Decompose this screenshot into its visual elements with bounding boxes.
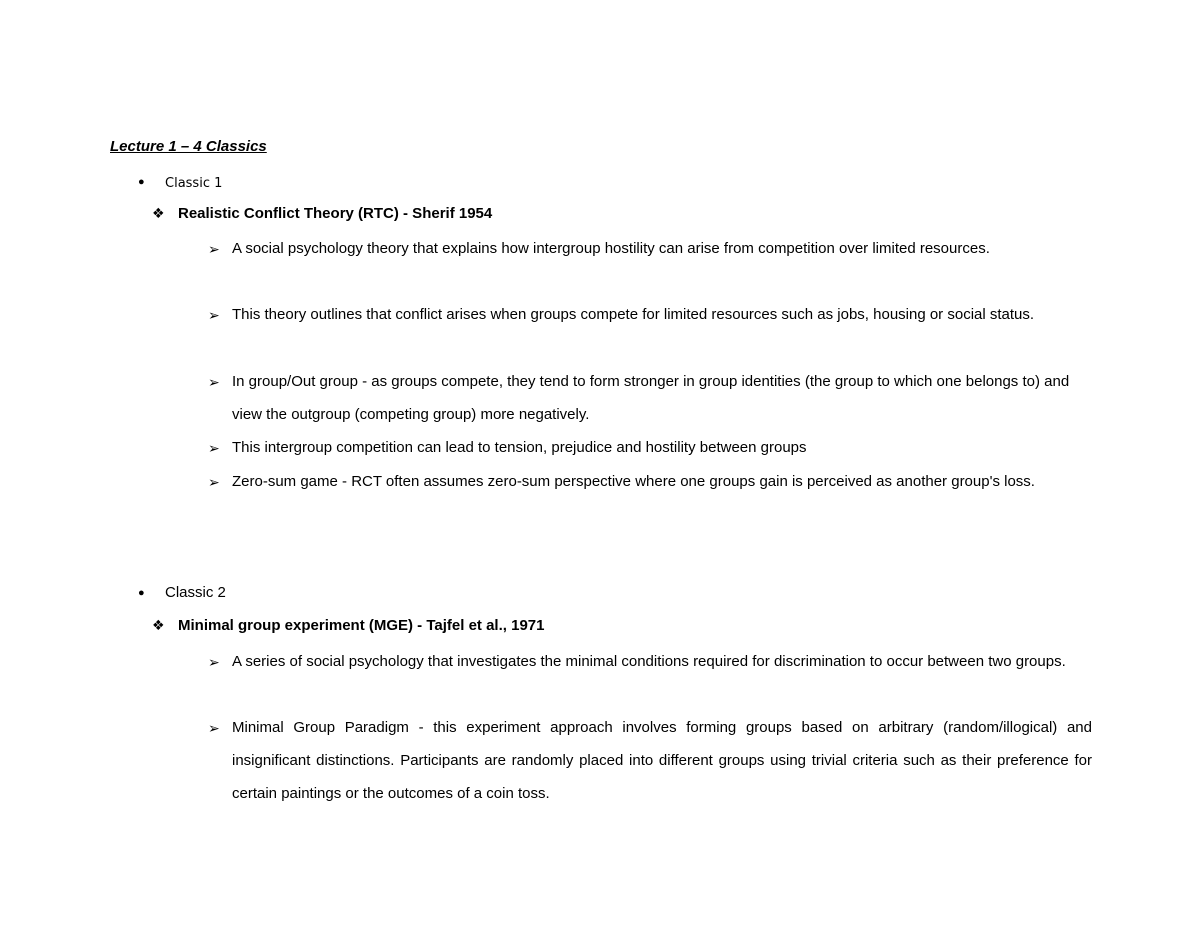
list-item-text: A series of social psychology that investigates the minimal conditions required for discrimination to occur between two groups. [232, 653, 1066, 670]
list-item [208, 238, 1092, 265]
list-item-text: Minimal Group Paradigm - this experiment approach involves forming groups based on arbitrary (random/illogical) and insignificant distinctions. Participants are randomly placed into different groups using trivial criteria such as their preference for certain paintings or the outcomes of a coin toss. [232, 719, 1092, 802]
list-item [208, 437, 1092, 464]
list-item [208, 371, 1092, 431]
list-item [208, 651, 1092, 678]
section-label: Classic 1 [165, 176, 223, 191]
section-title: Minimal group experiment (MGE) - Tajfel et al., 1971 [178, 617, 545, 634]
list-item-text: A social psychology theory that explains how intergroup hostility can arise from competition over limited resources. [232, 240, 990, 257]
arrow-bullet-icon: ➢ [208, 307, 220, 323]
page-title: Lecture 1 – 4 Classics [110, 138, 267, 155]
list-item-text: Zero-sum game - RCT often assumes zero-sum perspective where one groups gain is perceived as another group's loss. [232, 473, 1035, 490]
list-item [208, 471, 1092, 498]
arrow-bullet-icon: ➢ [208, 474, 220, 490]
list-item [208, 717, 1092, 810]
list-item-text: This intergroup competition can lead to tension, prejudice and hostility between groups [232, 439, 807, 456]
bullet-dot-icon: ● [138, 587, 145, 599]
arrow-bullet-icon: ➢ [208, 720, 220, 736]
arrow-bullet-icon: ➢ [208, 374, 220, 390]
diamond-bullet-icon: ❖ [152, 617, 165, 633]
arrow-bullet-icon: ➢ [208, 241, 220, 257]
section-label: Classic 2 [165, 584, 226, 601]
list-item-text: In group/Out group - as groups compete, they tend to form stronger in group identities (the group to which one belongs to) and view the outgroup (competing group) more negatively. [232, 373, 1070, 423]
arrow-bullet-icon: ➢ [208, 440, 220, 456]
list-item [208, 304, 1092, 331]
list-item-text: This theory outlines that conflict arises when groups compete for limited resources such as jobs, housing or social status. [232, 306, 1035, 323]
arrow-bullet-icon: ➢ [208, 654, 220, 670]
diamond-bullet-icon: ❖ [152, 205, 165, 221]
section-title: Realistic Conflict Theory (RTC) - Sherif 1954 [178, 205, 493, 222]
bullet-dot-icon: ● [138, 176, 145, 188]
